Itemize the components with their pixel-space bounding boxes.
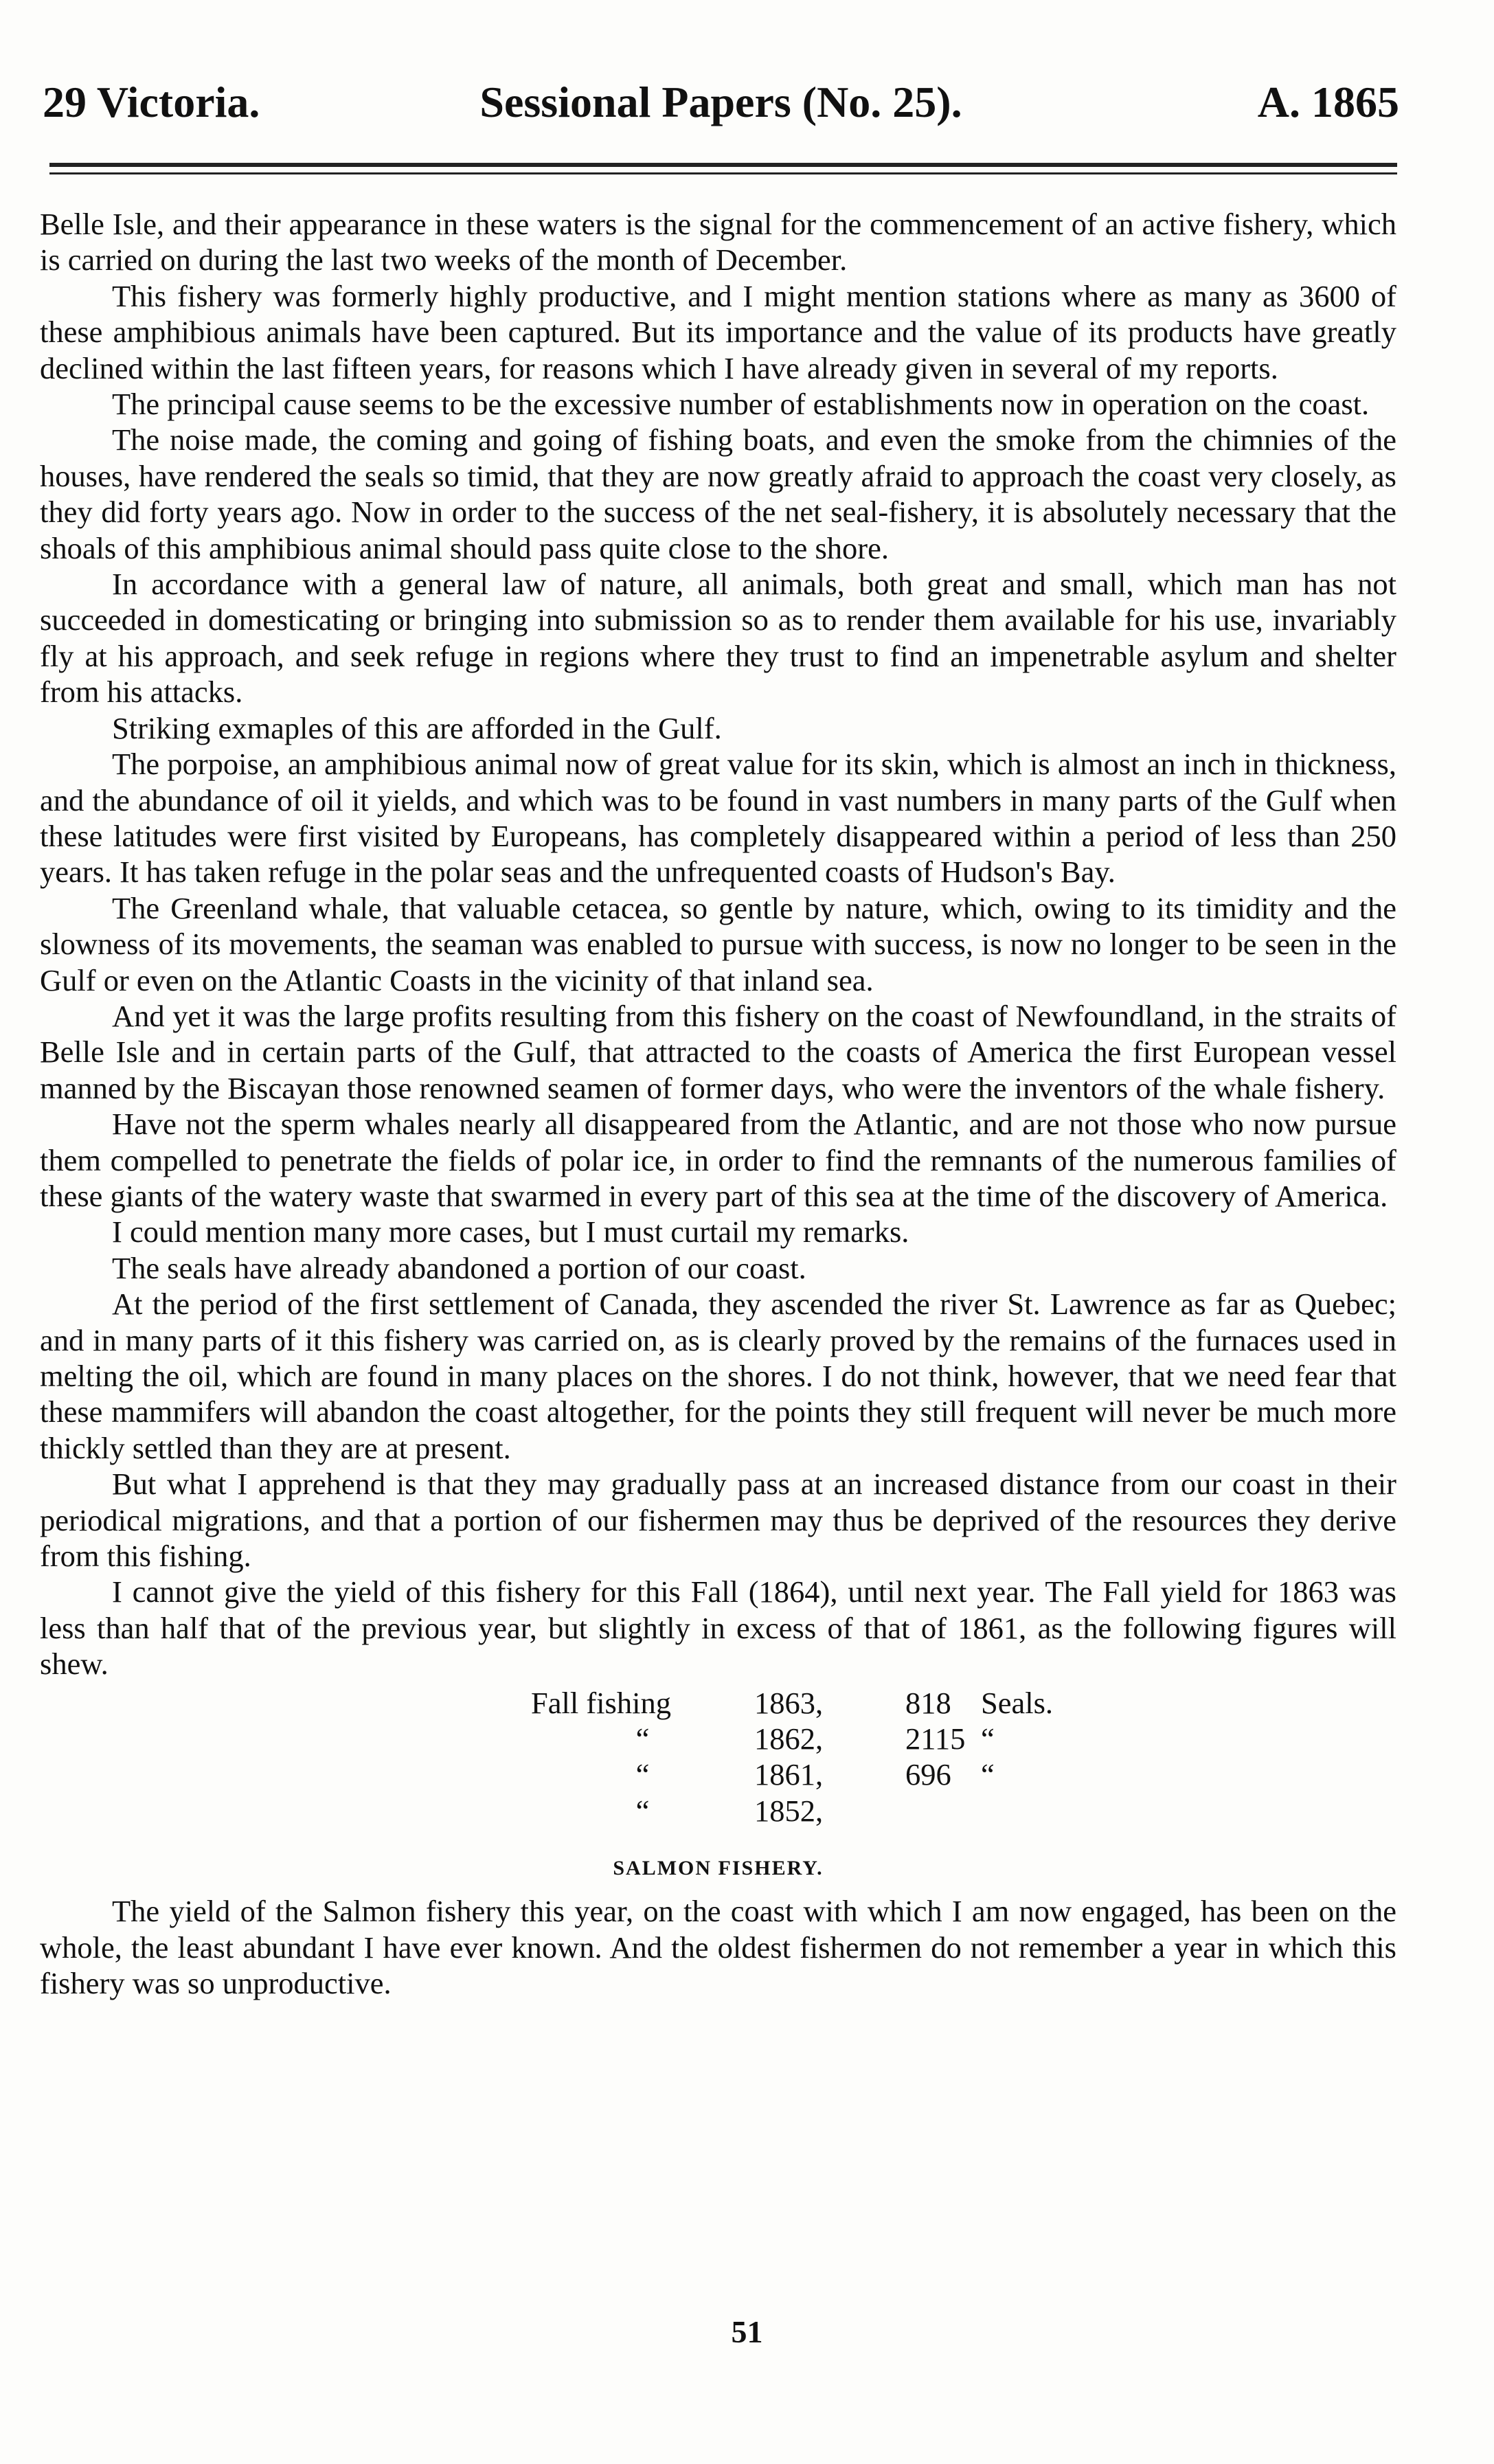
body-text [40, 206, 1396, 2002]
table-row [40, 1793, 1396, 1829]
row-unit [981, 1793, 1063, 1829]
table-row [40, 1685, 1396, 1721]
paragraph: Belle Isle, and their appearance in these waters is the signal for the commencement of an active fishery, which is carried on during the last two weeks of the month of December. [40, 207, 1396, 278]
row-label: “ [635, 1793, 650, 1828]
paragraph: The noise made, the coming and going of fishing boats, and even the smoke from the chimnies of the houses, have rendered the seals so timid, that they are now greatly afraid to approach the coast very closely, as they did forty years ago. Now in order to the success of the net seal-fishery, it is absolutely necessary that the shoals of this amphibious animal should pass quite close to the shore. [40, 422, 1396, 565]
header-title: Sessional Papers (No. 25). [479, 78, 962, 126]
page-number: 51 [731, 2314, 763, 2349]
seal-yield-table [40, 1685, 1396, 1829]
paragraph: Have not the sperm whales nearly all disappeared from the Atlantic, and are not those who now pursue them compelled to penetrate the fields of polar ice, in order to find the remnants of the numerous families of these giants of the watery waste that swarmed in every part of this sea at the time of the discovery of America. [40, 1107, 1396, 1213]
row-count: 696 [905, 1757, 951, 1792]
paragraph: But what I apprehend is that they may gradually pass at an increased distance from our coast in their periodical migrations, and that a portion of our fishermen may thus be deprived of the resources they derive from this fishing. [40, 1467, 1396, 1574]
row-unit: “ [981, 1721, 995, 1756]
paragraph: At the period of the first settlement of Canada, they ascended the river St. Lawrence as far as Quebec; and in many parts of it this fishery was carried on, as is clearly proved by the remains of the furnaces used in melting the oil, which are found in many places on the shores. I do not think, however, that we need fear that these mammifers will abandon the coast altogether, for the points they still frequent will never be much more thickly settled than they are at present. [40, 1287, 1396, 1465]
table-row [40, 1756, 1396, 1792]
row-label: “ [635, 1721, 650, 1756]
row-count: 2115 [905, 1721, 966, 1756]
paragraph: In accordance with a general law of nature, all animals, both great and small, which man has not succeeded in domesticating or bringing into submission so as to render them available for his use, invariably fly at his approach, and seek refuge in regions where they trust to find an impenetrable asylum and shelter from his attacks. [40, 567, 1396, 710]
paragraph: I could mention many more cases, but I must curtail my remarks. [112, 1214, 909, 1250]
paragraph: And yet it was the large profits resulting from this fishery on the coast of Newfoundland, in the straits of Belle Isle and in certain parts of the Gulf, that attracted to the coasts of America the first European vessel manned by the Biscayan those renowned seamen of former days, who were the inventors of the whale fishery. [40, 998, 1396, 1105]
header-session: 29 Victoria. [43, 78, 260, 126]
row-year: 1863, [754, 1685, 824, 1720]
paragraph: The yield of the Salmon fishery this year, on the coast with which I am now engaged, has been on the whole, the least abundant I have ever known. And the oldest fishermen do not remember a year in which this fishery was so unproductive. [40, 1894, 1396, 2001]
header-rule-thick [49, 163, 1397, 167]
paragraph: The Greenland whale, that valuable cetacea, so gentle by nature, which, owing to its timidity and the slowness of its movements, the seaman was enabled to pursue with success, is now no longer to be seen in the Gulf or even on the Atlantic Coasts in the vicinity of that inland sea. [40, 890, 1396, 997]
header-rule-thin [49, 172, 1397, 174]
row-unit: Seals. [981, 1685, 1054, 1720]
paragraph: I cannot give the yield of this fishery for this Fall (1864), until next year. The Fall yield for 1863 was less than half that of the previous year, but slightly in excess of that of 1861, as the following figures will shew. [40, 1574, 1396, 1682]
header-year: A. 1865 [1257, 78, 1399, 126]
paragraph: This fishery was formerly highly productive, and I might mention stations where as many as 3600 of these amphibious animals have been captured. But its importance and the value of its products have greatly declined within the last fifteen years, for reasons which I have already given in several of my reports. [40, 278, 1396, 385]
paragraph: Striking exmaples of this are afforded in the Gulf. [112, 710, 722, 745]
row-count [905, 1793, 981, 1829]
row-year: 1861, [754, 1757, 824, 1792]
row-label: Fall fishing [531, 1685, 671, 1720]
table-row [40, 1721, 1396, 1756]
running-header [43, 77, 1399, 132]
row-label: “ [635, 1757, 650, 1792]
row-count: 818 [905, 1685, 951, 1720]
row-year: 1852, [754, 1793, 824, 1828]
row-year: 1862, [754, 1721, 824, 1756]
paragraph: The seals have already abandoned a portion of our coast. [112, 1250, 806, 1285]
paragraph: The porpoise, an amphibious animal now of great value for its skin, which is almost an inch in thickness, and the abundance of oil it yields, and which was to be found in vast numbers in many parts of the Gulf when these latitudes were first visited by Europeans, has completely disappeared within a period of less than 250 years. It has taken refuge in the polar seas and the unfrequented coasts of Hudson's Bay. [40, 747, 1396, 890]
paragraph: The principal cause seems to be the excessive number of establishments now in operation on the coast. [112, 387, 1370, 422]
section-heading: SALMON FISHERY. [613, 1857, 824, 1880]
row-unit: “ [981, 1757, 995, 1792]
